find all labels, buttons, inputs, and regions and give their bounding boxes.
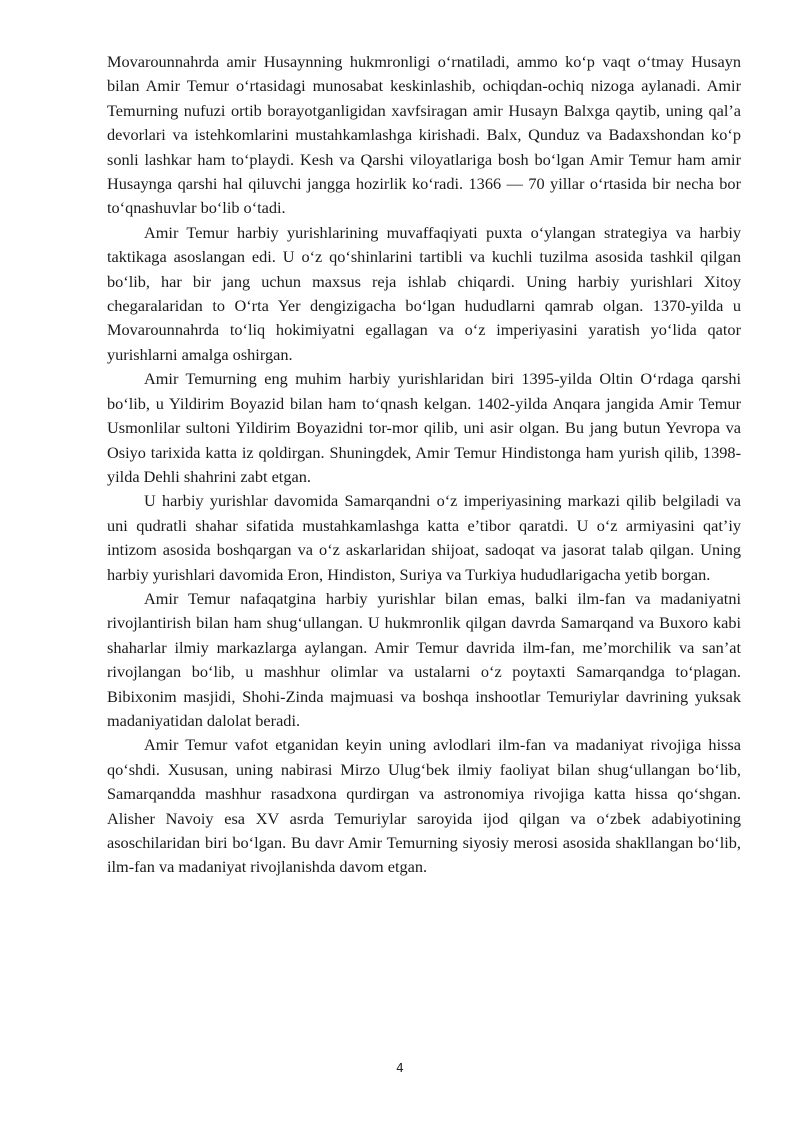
paragraph-1: Movarounnahrda amir Husaynning hukmronligi oʻrnatiladi, ammo koʻp vaqt oʻtmay Husayn bilan Amir Temur oʻrtasidagi munosabat keskinlashib, ochiqdan-ochiq nizoga aylanadi. Amir Temurning nufuzi ortib borayotganligidan xavfsiragan amir Husayn Balxga qaytib, uning qal’a devorlari va istehkomlarini mustahkamlashga kirishadi. Balx, Qunduz va Badaxshondan koʻp sonli lashkar ham toʻplaydi. Kesh va Qarshi viloyatlariga bosh boʻlgan Amir Temur ham amir Husaynga qarshi hal qiluvchi jangga hozirlik koʻradi. 1366 — 70 yillar oʻrtasida bir necha bor toʻqnashuvlar boʻlib oʻtadi. bbox=[107, 52, 741, 218]
page-number: 4 bbox=[396, 1061, 404, 1075]
paragraph-5: Amir Temur nafaqatgina harbiy yurishlar bilan emas, balki ilm-fan va madaniyatni rivojlantirish bilan ham shugʻullangan. U hukmronlik qilgan davrda Samarqand va Buxoro kabi shaharlar ilmiy markazlarga aylangan. Amir Temur davrida ilm-fan, me’morchilik va san’at rivojlangan boʻlib, u mashhur olimlar va ustalarni oʻz poytaxti Samarqandga toʻplagan. Bibixonim masjidi, Shohi-Zinda majmuasi va boshqa inshootlar Temuriylar davrining yuksak madaniyatidan dalolat beradi. bbox=[107, 588, 741, 730]
paragraph-6: Amir Temur vafot etganidan keyin uning avlodlari ilm-fan va madaniyat rivojiga hissa qoʻshdi. Xususan, uning nabirasi Mirzo Ulugʻbek ilmiy faoliyat bilan shugʻullangan boʻlib, Samarqandda mashhur rasadxona qurdirgan va astronomiya rivojiga katta hissa qoʻshgan. Alisher Navoiy esa XV asrda Temuriylar saroyida ijod qilgan va oʻzbek adabiyotining asoschilaridan biri boʻlgan. Bu davr Amir Temurning siyosiy merosi asosida shakllangan boʻlib, ilm-fan va madaniyat rivojlanishda davom etgan. bbox=[107, 735, 741, 877]
paragraph-4: U harbiy yurishlar davomida Samarqandni oʻz imperiyasining markazi qilib belgiladi va uni qudratli shahar sifatida mustahkamlashga katta e’tibor qaratdi. U oʻz armiyasini qat’iy intizom asosida boshqargan va oʻz askarlaridan shijoat, sadoqat va jasorat talab qilgan. Uning harbiy yurishlari davomida Eron, Hindiston, Suriya va Turkiya hududlarigacha yetib borgan. bbox=[107, 491, 741, 584]
paragraph-3: Amir Temurning eng muhim harbiy yurishlaridan biri 1395-yilda Oltin Oʻrdaga qarshi boʻlib, u Yildirim Boyazid bilan ham toʻqnash kelgan. 1402-yilda Anqara jangida Amir Temur Usmonlilar sultoni Yildirim Boyazidni tor-mor qilib, uni asir olgan. Bu jang butun Yevropa va Osiyo tarixida katta iz qoldirgan. Shuningdek, Amir Temur Hindistonga ham yurish qilib, 1398-yilda Dehli shahrini zabt etgan. bbox=[107, 369, 741, 486]
document-body bbox=[107, 50, 741, 880]
paragraph-2: Amir Temur harbiy yurishlarining muvaffaqiyati puxta oʻylangan strategiya va harbiy taktikaga asoslangan edi. U oʻz qoʻshinlarini tartibli va kuchli tuzilma asosida tashkil qilgan boʻlib, har bir jang uchun maxsus reja ishlab chiqardi. Uning harbiy yurishlari Xitoy chegaralaridan to Oʻrta Yer dengizigacha boʻlgan hududlarni qamrab olgan. 1370-yilda u Movarounnahrda toʻliq hokimiyatni egallagan va oʻz imperiyasini yaratish yoʻlida qator yurishlarni amalga oshirgan. bbox=[107, 222, 741, 364]
